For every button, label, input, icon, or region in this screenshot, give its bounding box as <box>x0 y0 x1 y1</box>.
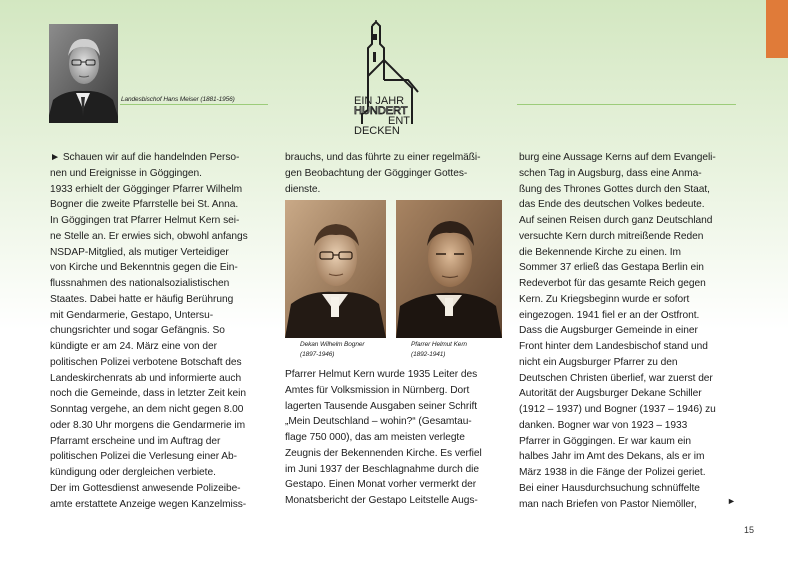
photo2-caption-name: Pfarrer Helmut Kern <box>411 341 467 348</box>
column1-line: Sonntag vergehe, an dem nicht gegen 8.00 <box>50 404 244 415</box>
column3-line: schen Tag in Augsburg, dass eine Anma- <box>519 167 702 179</box>
column2-line: im Juni 1937 der Beschlagnahme durch die <box>285 463 479 475</box>
column1-line: politischen Polizei verbotene Botschaft des <box>50 356 242 368</box>
column1-line: 1933 erhielt der Gögginger Pfarrer Wilhelm <box>50 183 243 195</box>
column1-line: nen und Ereignisse in Göggingen. <box>50 167 202 179</box>
column3-line: (1912 – 1937) und Bogner (1937 – 1946) zu <box>519 404 716 415</box>
column1-line: oder 8.30 Uhr morgens die Gendarmerie im <box>50 419 246 431</box>
column2-line: flage 750 000), das am meisten verlegte <box>285 432 465 443</box>
page-number: 15 <box>744 525 755 535</box>
column3-line: Dass die Augsburger Gemeinde in einer <box>519 325 698 337</box>
column3-line: ßung des Thrones Gottes durch den Staat, <box>519 183 710 195</box>
column3-line: eingezogen. 1941 fiel er an der Ostfront. <box>519 309 700 321</box>
column1-line: von Kirche und Bekenntnis gegen die Ein- <box>50 262 238 274</box>
column3-line: versuchte Kern durch mitreißende Reden <box>519 230 704 242</box>
column1-line: Pfarramt erscheine und im Auftrag der <box>50 435 221 447</box>
portrait-hans-meiser <box>49 24 118 123</box>
logo-line-decken: DECKEN <box>354 125 400 137</box>
column3-line: Redeverbot für das gesamte Reich gegen <box>519 278 706 289</box>
column1-line: kündigung oder dergleichen verbiete. <box>50 467 216 478</box>
column1-line: Staates. Dabei hatte er häufig Berührung <box>50 293 234 305</box>
text-column-3 <box>519 150 716 512</box>
column3-line: man nach Briefen von Pastor Niemöller, <box>519 498 697 510</box>
column3-line: Autorität der Augsburger Dekane Schiller <box>519 388 702 400</box>
continue-arrow-icon: ► <box>727 496 736 506</box>
text-column-2-bottom <box>285 367 482 509</box>
column1-line: Der im Gottesdienst anwesende Polizeibe- <box>50 482 241 494</box>
column1-line: chungsrichter und sogar Gefängnis. So <box>50 325 225 337</box>
logo-line-ent: ENT <box>388 115 410 127</box>
column1-line: flussnahmen des nationalsozialistischen <box>50 278 230 289</box>
column2-line: brauchs, und das führte zu einer regelmäßi- <box>285 152 481 163</box>
column2-line: lagerten Tausende Ausgaben seiner Schrift <box>285 400 478 412</box>
column3-line: die Bekennende Kirche zu einen. Im <box>519 246 681 258</box>
column1-line: amte erstattete Anzeige wegen Kanzelmiss- <box>50 498 247 510</box>
column1-line: kündigte er am 24. März eine von der <box>50 341 217 352</box>
column2-line: Amtes für Volksmission in Nürnberg. Dort <box>285 384 470 396</box>
column2-line: Monatsbericht der Gestapo Leitstelle Augs- <box>285 495 478 506</box>
photo1-caption-years: (1897-1946) <box>300 351 335 358</box>
photo2-caption-years: (1892-1941) <box>411 351 446 358</box>
column1-line: ► Schauen wir auf die handelnden Perso- <box>50 152 240 163</box>
header-rule-left <box>120 104 268 105</box>
column2-line: Zeugnis der Bekennenden Kirche. Es verfiel <box>285 447 482 459</box>
column3-line: Pfarrer in Göggingen. Er war kaum ein <box>519 435 691 447</box>
column1-line: NSDAP-Mitglied, als mutiger Verteidiger <box>50 246 229 258</box>
column3-line: burg eine Aussage Kerns auf dem Evangeli- <box>519 152 716 163</box>
logo-line-hundert: HUNDERT <box>354 105 408 117</box>
photo1-caption-name: Dekan Wilhelm Bogner <box>300 341 365 348</box>
column3-line: Deutschen Christen überlief, war zuerst der <box>519 372 713 384</box>
column1-line: Bogner die zweite Pfarrstelle bei St. Anna. <box>50 199 239 211</box>
photo-helmut-kern <box>396 200 502 338</box>
column2-line: gen Beobachtung der Gögginger Gottes- <box>285 167 468 179</box>
portrait-caption: Landesbischof Hans Meiser (1881-1956) <box>121 96 235 103</box>
column3-line: danken. Bogner war von 1923 – 1933 <box>519 419 688 431</box>
column2-line: „Mein Deutschland – wohin?“ (Gesamtau- <box>285 416 472 428</box>
column2-line: dienste. <box>285 183 321 195</box>
column3-line: halbes Jahr im Amt des Dekans, als er im <box>519 451 705 463</box>
text-column-1 <box>50 150 248 512</box>
column3-line: März 1938 in die Fänge der Polizei geriet. <box>519 467 706 478</box>
logo-line-ein-jahr: EIN JAHR <box>354 95 405 107</box>
column2-line: Pfarrer Helmut Kern wurde 1935 Leiter des <box>285 369 478 380</box>
orange-accent-tab <box>766 0 788 58</box>
photo-wilhelm-bogner <box>285 200 386 338</box>
column3-line: Kern. Zu Kriegsbeginn wurde er sofort <box>519 293 690 305</box>
column3-line: Sommer 37 erließ das Gestapa Berlin ein <box>519 262 704 274</box>
ein-jahrhundert-entdecken-logo <box>348 20 424 138</box>
column1-line: In Göggingen trat Pfarrer Helmut Kern sei- <box>50 215 240 226</box>
column3-line: nicht ein Augsburger Pfarrer zu den <box>519 356 678 368</box>
column1-line: Landeskirchenrats ab und informierte auch <box>50 372 242 384</box>
column1-line: mit Gendarmerie, Gestapo, Untersu- <box>50 309 214 321</box>
column3-line: das Ende des deutschen Volkes bedeute. <box>519 199 705 211</box>
column3-line: Bei einer Hausdurchsuchung schnüffelte <box>519 482 700 494</box>
header-rule-right <box>517 104 736 105</box>
text-column-2-top <box>285 150 480 197</box>
column1-line: politischen Polizei die Verlesung einer Ab- <box>50 451 237 463</box>
column3-line: Auf seinen Reisen durch ganz Deutschland <box>519 215 713 226</box>
column3-line: Front hinter dem Landesbischof stand und <box>519 341 708 352</box>
column1-line: noch die Gemeinde, dass in letzter Zeit kein <box>50 388 246 400</box>
column2-line: Gestapo. Einen Monat vorher vermerkt der <box>285 479 477 491</box>
column1-line: ne Stelle an. Er erwies sich, obwohl anfangs <box>50 230 248 242</box>
